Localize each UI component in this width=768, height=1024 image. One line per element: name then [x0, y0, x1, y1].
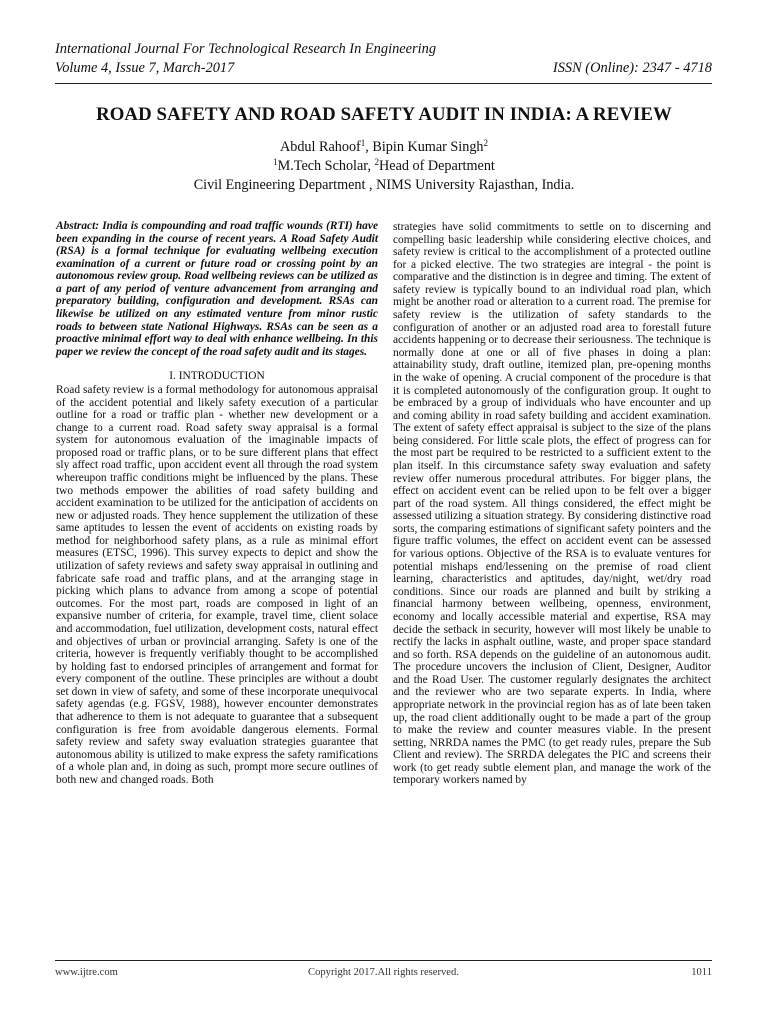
left-column [56, 220, 378, 786]
role-2-marker: 2 [374, 157, 380, 167]
footer-website: www.ijtre.com [55, 967, 118, 978]
author-block [0, 138, 768, 195]
paper-title: ROAD SAFETY AND ROAD SAFETY AUDIT IN INDIA: A REVIEW [96, 104, 672, 125]
right-column [393, 221, 711, 787]
author-separator: , [365, 139, 373, 155]
header-divider [55, 83, 712, 84]
affiliation: Civil Engineering Department , NIMS University Rajasthan, India. [193, 177, 575, 193]
role-1: M.Tech Scholar, [277, 158, 375, 174]
author-1: Abdul Rahoof [279, 139, 361, 155]
footer-divider [55, 960, 712, 961]
journal-volume: Volume 4, Issue 7, March-2017 [55, 60, 235, 76]
author-1-marker: 1 [360, 138, 366, 148]
journal-name: International Journal For Technological Research In Engineering [55, 41, 437, 57]
introduction-text-left: Road safety review is a formal methodology for autonomous appraisal of the accident potential and likely safety execution of a particular outline for a road or traffic plan - whether new development or a change to a current road. Road safety sway appraisal is a formal system for autonomous evaluation of the imaginable impacts of proposed road or traffic plans, or to be sure different plans that effect sly affect road traffic, upon accident event all through the road system whereupon traffic conditions might be influenced by the plans. These two methods empower the abilities of road safety building and accident examination to be utilized for the anticipation of accidents on new or adjusted roads. They hence supplement the utilization of these same aptitudes to lessen the event of accidents on existing roads by method for neighborhood safety plans, as a rule as minimal effort measures (ETSC, 1996). This survey expects to depict and show the utilization of safety reviews and safety sway appraisal in outlining and fabricate safe road and traffic plans, and at the arranging stage in picking which plans to advance from among a scope of potential outcomes. For the most part, roads are composed in light of an expansive number of criteria, for example, travel time, client solace and accommodation, fuel utilization, development costs, natural effect and objectives of urban or provincial arranging. Safety is one of the criteria, however is frequently verifiably thought to be accomplished by holding fast to endorsed principles of arrangement and format for every component of the outline. These principles are without a doubt set down in view of safety, and some of these incorporate unequivocal safety agendas (e.g. FGSV, 1988), however encounter demonstrates that adherence to them is not adequate to guarantee that a subsequent configuration is free from avoidable dangerous elements. Formal safety review and safety sway evaluation strategies guarantee that autonomous ability is utilized to make express the safety ramifications of a whole plan and, in doing as such, prompt more secure outlines of both new and changed roads. Both [56, 383, 378, 786]
abstract: Abstract: India is compounding and road traffic wounds (RTI) have been expanding in the course of recent years. A Road Safety Audit (RSA) is a formal technique for evaluating wellbeing execution examination of a current or future road or crossing point by an autonomous review group. Road wellbeing reviews can be utilized as a part of any period of venture advancement from arranging and preparatory building, configuration and development. RSAs can likewise be utilized on any estimated venture from minor rustic roads to between state National Highways. RSAs can be seen as a proactive minimal effort way to deal with enhance wellbeing. In this paper we review the concept of the road safety audit and its stages. [56, 220, 378, 358]
page-number: 1011 [691, 967, 712, 978]
author-2: Bipin Kumar Singh [372, 139, 484, 155]
introduction-text-right: strategies have solid commitments to settle on to discerning and compelling basic leadership while considering elective choices, and safety review is critical to the accomplishment of a protected outline for a picked elective. The two strategies are integral - the point is comparative and the distinction is in degree and timing. The extent of safety review is typically bound to an individual road plan, which might be another road or alteration to a current road. The premise for safety review is the utilization of safety standards to the configuration of another or an adjusted road area to forestall future accidents happening or to decrease their seriousness. The technique is normally done at one or all of five phases in doing a plan: attainability study, draft outline, itemized plan, pre-opening months in the wake of opening. A crucial component of the procedure is that it is completed autonomously of the configuration group. It ought to be embraced by a group of individuals who have encounter and up and coming ability in road safety building and accident examination. The extent of safety effect appraisal is subject to the size of the plans being considered. For little scale plots, the effect of progress can for the most part be required to be restricted to a sufficient extent to the plan itself. In this circumstance safety sway evaluation and safety review offer numerous procedural attributes. For bigger plans, the effect on accident event can be relied upon to be felt over a bigger part of the road system. All things considered, the effect might be assessed utilizing a situation strategy. By considering distinctive road sorts, the comparing estimations of significant safety pointers and the figure traffic volumes, the effect on accident event can be assessed for various options. Objective of the RSA is to evaluate ventures for potential mishaps end/lessening on the premise of road client learning, characteristics and aptitudes, day/night, wet/dry road conditions. Since our roads are planned and built by striking a financial harmony between wellbeing, openness, environment, economy and locally accessible material and expertise, RSA may decide the setback in security, however will most likely be unable to rectify the lacks in asphalt outline, waste, and proper space standard and so forth. RSA depends on the guideline of an autonomous audit. The procedure uncovers the inclusion of Client, Designer, Auditor and the Road User. The customer regularly designates the architect and the reviewer who are two separate experts. In India, where appropriate network in the provincial region has as of late been taken up, the road client additionally ought to be made a part of the group to make the review and counter measures viable. In the present setting, NRRDA names the PMC (to get ready rules, prepare the Sub Client and review). The SRRDA delegates the PIC and screens their work (to get ready subtle element plan, and manage the work of the temporary workers named by [393, 221, 711, 787]
footer-copyright: Copyright 2017.All rights reserved. [308, 967, 459, 978]
page-footer [55, 967, 712, 978]
journal-issn: ISSN (Online): 2347 - 4718 [552, 60, 712, 76]
section-heading-introduction: I. INTRODUCTION [169, 370, 265, 383]
author-2-marker: 2 [483, 138, 489, 148]
role-1-marker: 1 [273, 157, 278, 167]
author-roles [0, 157, 768, 176]
author-names [0, 138, 768, 157]
journal-header [55, 40, 712, 78]
role-2: Head of Department [379, 158, 495, 174]
